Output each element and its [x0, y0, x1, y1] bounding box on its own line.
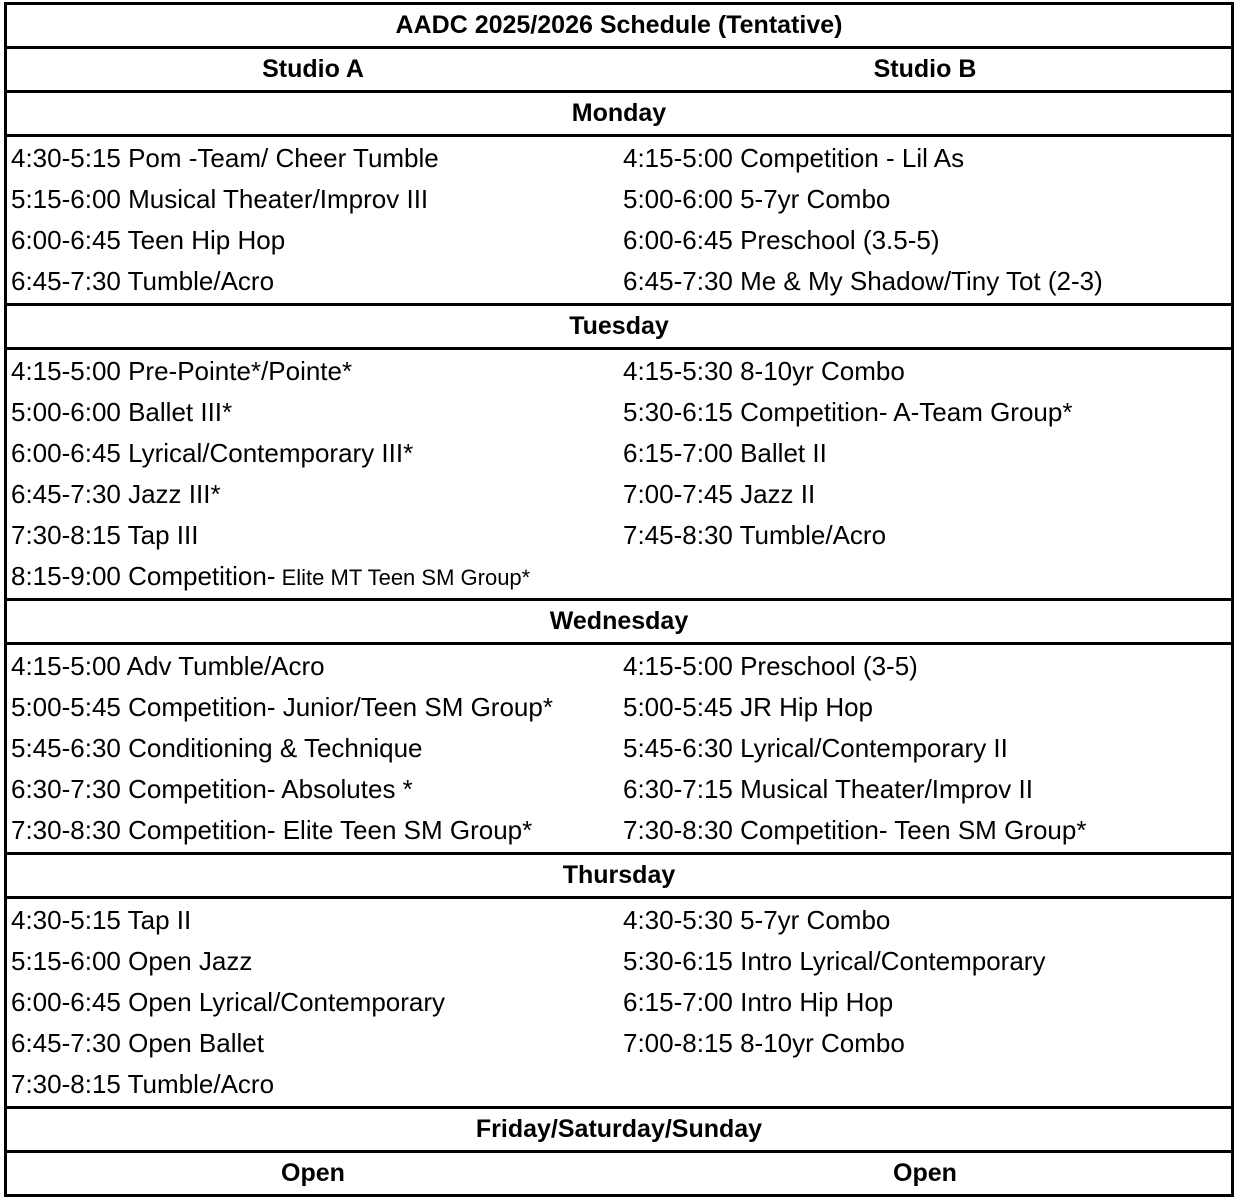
table-row [7, 475, 1231, 516]
class-text: 4:15-5:00 Adv Tumble/Acro [11, 651, 325, 681]
class-text: 6:30-7:30 Competition- Absolutes * [11, 774, 413, 804]
studio-a-class [7, 352, 615, 393]
class-text: 4:30-5:15 Tap II [11, 905, 192, 935]
table-row [7, 688, 1231, 729]
studio-a-class [7, 942, 615, 983]
studio-a-class [7, 434, 615, 475]
table-row [7, 352, 1231, 393]
table-row [7, 770, 1231, 811]
class-text: 5:15-6:00 Open Jazz [11, 946, 253, 976]
table-row [7, 901, 1231, 942]
table-row [7, 139, 1231, 180]
studio-b-class: 6:00-6:45 Preschool (3.5-5) [623, 225, 940, 255]
table-row [7, 516, 1231, 557]
studio-b-class: 4:30-5:30 5-7yr Combo [623, 905, 891, 935]
studio-a-class [7, 729, 615, 770]
studio-a-class [7, 393, 615, 434]
studio-a-class [7, 557, 615, 598]
studio-a-header: Studio A [262, 55, 364, 83]
studio-b-class: 4:15-5:00 Competition - Lil As [623, 143, 965, 173]
studio-b-class: 4:15-5:30 8-10yr Combo [623, 356, 905, 386]
table-row [7, 1024, 1231, 1065]
table-row [7, 557, 1231, 598]
day-header-weekend: Friday/Saturday/Sunday [7, 1109, 1231, 1153]
studio-b-class: 5:30-6:15 Intro Lyrical/Contemporary [623, 946, 1046, 976]
class-text: 7:30-8:15 Tumble/Acro [11, 1069, 275, 1099]
class-text: 6:45-7:30 Tumble/Acro [11, 266, 275, 296]
studio-b-header: Studio B [873, 55, 977, 83]
studio-b-class: 7:00-8:15 8-10yr Combo [623, 1028, 905, 1058]
studio-b-class: 4:15-5:00 Preschool (3-5) [623, 651, 918, 681]
weekend-studio-a: Open [281, 1159, 345, 1187]
day-classes [7, 645, 1231, 855]
table-row [7, 811, 1231, 852]
studio-b-class: 7:30-8:30 Competition- Teen SM Group* [623, 815, 1087, 845]
studio-a-class [7, 647, 615, 688]
studio-a-class [7, 139, 615, 180]
day-classes [7, 350, 1231, 601]
studio-b-class: 6:45-7:30 Me & My Shadow/Tiny Tot (2-3) [623, 266, 1103, 296]
weekend-studio-b: Open [893, 1159, 957, 1187]
studio-b-class [615, 557, 1233, 598]
class-text: 5:15-6:00 Musical Theater/Improv III [11, 184, 429, 214]
table-row [7, 262, 1231, 303]
studio-a-class [7, 475, 615, 516]
table-row [7, 434, 1231, 475]
class-text-small: Elite MT Teen SM Group* [275, 565, 531, 590]
table-row [7, 180, 1231, 221]
day-header-thursday: Thursday [7, 855, 1231, 899]
day-classes [7, 899, 1231, 1109]
studio-a-class [7, 1024, 615, 1065]
table-row [7, 983, 1231, 1024]
studio-b-class: 6:15-7:00 Ballet II [623, 438, 827, 468]
studio-b-class: 7:45-8:30 Tumble/Acro [623, 520, 887, 550]
studio-a-class [7, 983, 615, 1024]
weekend-row [7, 1153, 1231, 1194]
class-text: 7:30-8:30 Competition- Elite Teen SM Group* [11, 815, 533, 845]
class-text: 5:00-5:45 Competition- Junior/Teen SM Group* [11, 692, 553, 722]
class-text: 5:45-6:30 Conditioning & Technique [11, 733, 423, 763]
studio-a-class [7, 1065, 615, 1106]
table-row [7, 647, 1231, 688]
table-row [7, 729, 1231, 770]
table-row [7, 221, 1231, 262]
studio-a-class [7, 516, 615, 557]
studio-a-class [7, 770, 615, 811]
studio-a-class [7, 688, 615, 729]
class-text: 6:45-7:30 Open Ballet [11, 1028, 264, 1058]
class-text: 6:00-6:45 Lyrical/Contemporary III* [11, 438, 414, 468]
table-row [7, 1065, 1231, 1106]
class-text: 4:15-5:00 Pre-Pointe*/Pointe* [11, 356, 353, 386]
studio-a-class [7, 262, 615, 303]
class-text: 8:15-9:00 Competition- [11, 561, 276, 591]
class-text: 4:30-5:15 Pom -Team/ Cheer Tumble [11, 143, 439, 173]
studio-b-class [615, 1065, 1233, 1106]
studio-headers [7, 49, 1231, 93]
studio-a-class [7, 180, 615, 221]
studio-b-class: 5:00-5:45 JR Hip Hop [623, 692, 874, 722]
studio-b-class: 5:30-6:15 Competition- A-Team Group* [623, 397, 1073, 427]
studio-b-class: 5:00-6:00 5-7yr Combo [623, 184, 891, 214]
studio-a-class [7, 811, 615, 852]
class-text: 7:30-8:15 Tap III [11, 520, 199, 550]
table-row [7, 942, 1231, 983]
studio-b-class: 6:30-7:15 Musical Theater/Improv II [623, 774, 1033, 804]
day-classes [7, 137, 1231, 306]
class-text: 5:00-6:00 Ballet III* [11, 397, 233, 427]
studio-b-class: 6:15-7:00 Intro Hip Hop [623, 987, 894, 1017]
day-header-tuesday: Tuesday [7, 306, 1231, 350]
studio-b-class: 7:00-7:45 Jazz II [623, 479, 816, 509]
class-text: 6:45-7:30 Jazz III* [11, 479, 221, 509]
schedule-table [4, 2, 1234, 1197]
studio-b-class: 5:45-6:30 Lyrical/Contemporary II [623, 733, 1008, 763]
class-text: 6:00-6:45 Teen Hip Hop [11, 225, 286, 255]
studio-a-class [7, 221, 615, 262]
studio-a-class [7, 901, 615, 942]
table-row [7, 393, 1231, 434]
day-header-wednesday: Wednesday [7, 601, 1231, 645]
class-text: 6:00-6:45 Open Lyrical/Contemporary [11, 987, 446, 1017]
day-header-monday: Monday [7, 93, 1231, 137]
schedule-title: AADC 2025/2026 Schedule (Tentative) [7, 5, 1231, 49]
